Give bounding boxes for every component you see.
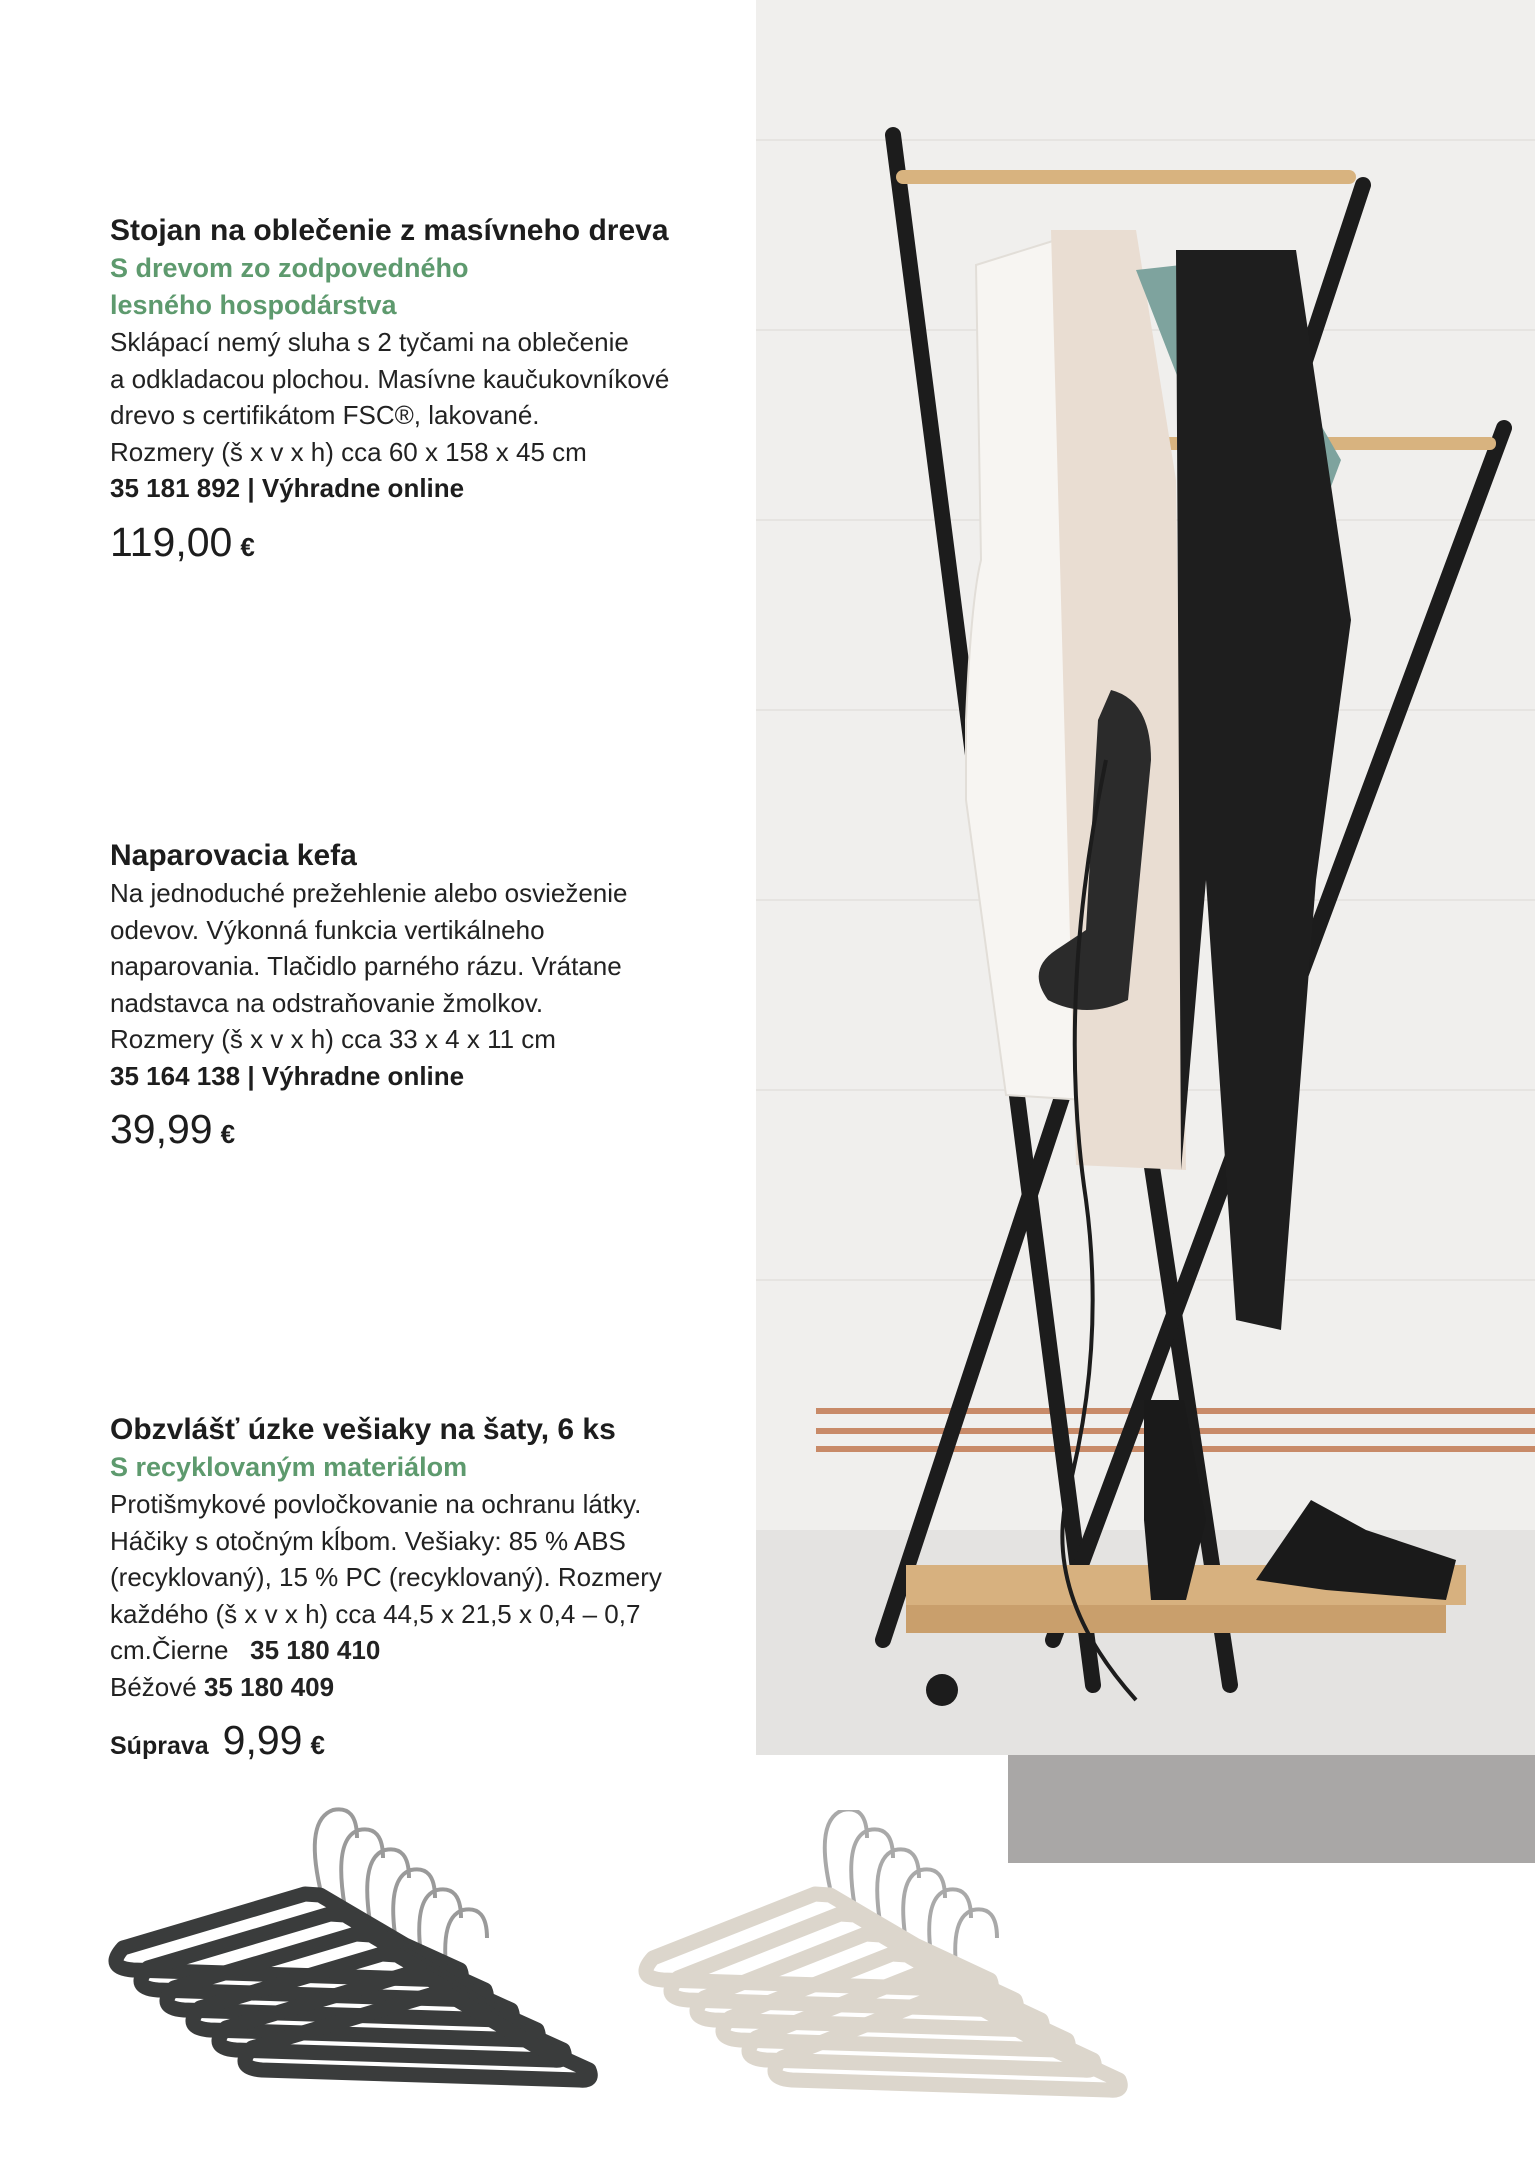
product-clothes-rack — [110, 212, 730, 572]
product-hangers — [110, 1411, 730, 1771]
clothes-rack-photo — [756, 0, 1535, 1755]
product-description-line: (recyklovaný), 15 % PC (recyklovaný). Rozmery — [110, 1562, 662, 1592]
product-price — [110, 1715, 730, 1771]
product-description-line: drevo s certifikátom FSC®, lakované. — [110, 400, 540, 430]
price-currency: € — [310, 1730, 325, 1760]
price-value: 9,99 — [222, 1717, 303, 1763]
price-value: 39,99 — [110, 1106, 213, 1152]
product-description-line: nadstavca na odstraňovanie žmolkov. — [110, 987, 544, 1018]
product-title: Obzvlášť úzke vešiaky na šaty, 6 ks — [110, 1413, 616, 1446]
product-subtitle-line: S drevom zo zodpovedného — [110, 253, 469, 283]
product-description-line: Háčiky s otočným kĺbom. Vešiaky: 85 % ABS — [110, 1525, 626, 1556]
variant-beige-code: 35 180 409 — [203, 1671, 335, 1702]
product-description-line: Sklápací nemý sluha s 2 tyčami na oblečenie — [110, 327, 629, 357]
price-currency: € — [220, 1119, 236, 1149]
product-description-line: Rozmery (š x v x h) cca 33 x 4 x 11 cm — [110, 1024, 556, 1054]
beige-hangers-set-image — [615, 1810, 1175, 2140]
product-description-line: a odkladacou plochou. Masívne kaučukovníkové — [110, 363, 670, 394]
variant-black — [110, 1632, 730, 1669]
product-price — [110, 1104, 730, 1159]
variant-black-code: 35 180 410 — [250, 1635, 381, 1665]
product-title: Naparovacia kefa — [110, 839, 357, 872]
product-description-line: Na jednoduché prežehlenie alebo osvieženie — [110, 878, 628, 908]
product-price — [110, 517, 730, 572]
product-code: 35 164 138 | Výhradne online — [110, 1060, 465, 1091]
price-value: 119,00 — [110, 518, 233, 565]
product-subtitle-line: lesného hospodárstva — [110, 290, 397, 320]
product-description-line: naparovania. Tlačidlo parného rázu. Vrátane — [110, 951, 622, 981]
product-steam-brush — [110, 837, 730, 1159]
product-description-line: Rozmery (š x v x h) cca 60 x 158 x 45 cm — [110, 436, 587, 467]
price-currency: € — [240, 531, 255, 562]
product-description-line: odevov. Výkonná funkcia vertikálneho — [110, 914, 545, 945]
black-hangers-set-image — [105, 1800, 645, 2140]
price-label: Súprava — [110, 1732, 209, 1760]
variant-beige-label: Béžové — [110, 1671, 197, 1702]
product-code: 35 181 892 | Výhradne online — [110, 473, 465, 503]
product-title: Stojan na oblečenie z masívneho dreva — [110, 214, 669, 247]
variant-black-label: cm.Čierne — [110, 1635, 229, 1665]
product-subtitle: S recyklovaným materiálom — [110, 1452, 468, 1482]
product-description-line: Protišmykové povločkovanie na ochranu látky. — [110, 1489, 642, 1519]
variant-beige — [110, 1669, 730, 1706]
product-description-line: každého (š x v x h) cca 44,5 x 21,5 x 0,4 – 0,7 — [110, 1598, 641, 1629]
